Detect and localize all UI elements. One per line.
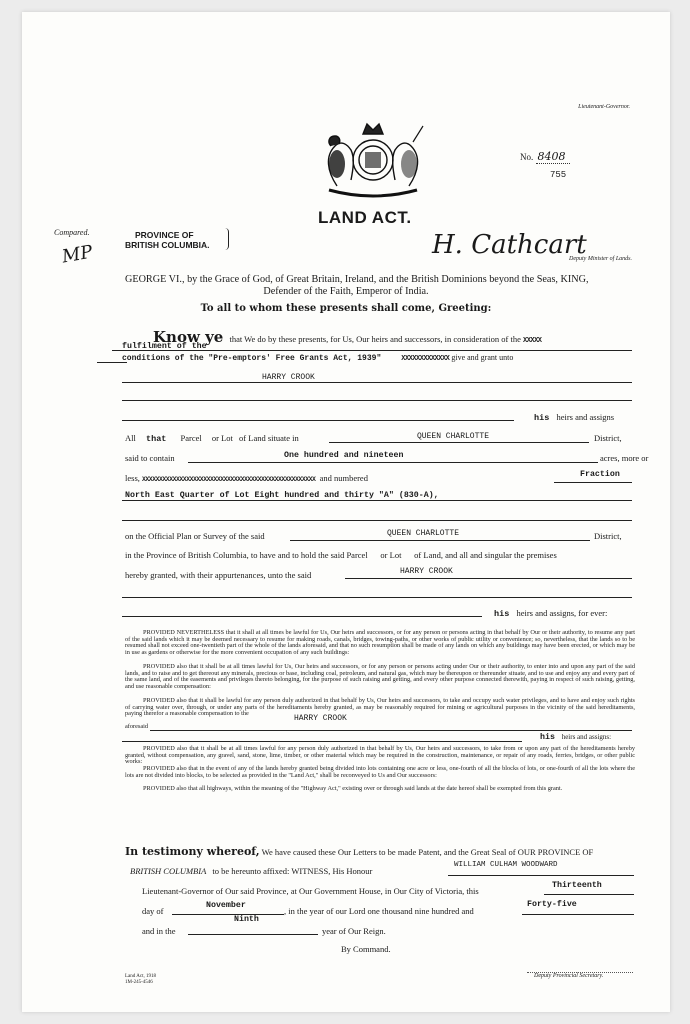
affixed-text: to be hereunto affixed: WITNESS, His Honour — [212, 866, 373, 876]
bc-text: BRITISH COLUMBIA — [130, 866, 207, 876]
grant-intro-line — [153, 328, 542, 346]
number-value: 8408 — [536, 150, 570, 164]
testimony-line-1 — [125, 845, 593, 858]
royal-crest-icon — [307, 116, 439, 204]
all-text: All — [125, 433, 136, 443]
heirs-forever-text: heirs and assigns, for ever: — [516, 608, 608, 618]
rule — [544, 894, 634, 895]
in-testimony: In testimony whereof, — [125, 845, 260, 858]
rule — [448, 875, 634, 876]
rule — [329, 442, 589, 443]
his-3: his — [540, 733, 555, 742]
heirs-line-1 — [534, 412, 614, 423]
heirs-forever-line — [494, 608, 607, 619]
proviso-2: PROVIDED also that it shall be at all times lawful for Us, Our heirs and successors, or for any person or persons acting under Our or their authority, to enter into and upon any part of the said lands, and to raise and to get thereout any minerals, precious or base, including coal, petroleum, and natural gas, which may be thereupon or thereunder situate, and to use and enjoy any and every part of the same land, and of the easements and privileges thereto belonging, for the purpose of such raising and getting, and every other purpose connected therewith, paying in respect of such raising, getting, and use reasonable compensation: — [125, 663, 635, 690]
heirs-assigns-3: heirs and assigns: — [561, 733, 612, 741]
document-title: LAND ACT. — [318, 208, 412, 227]
proviso-3: PROVIDED also that it shall be lawful for any person duly authorized in that behalf by Us, Our heirs and successors, to take and occupy such water privileges, and to have and enjoy such rights of carrying water over, through, or under any parts of the hereditaments hereby granted, as may be reasonably required for mining or agricultural purposes in the vicinity of the said hereditaments, paying therefor a reasonable compensation to the — [125, 697, 635, 718]
rule — [188, 934, 318, 935]
rule — [150, 730, 632, 731]
number-sub: 755 — [550, 170, 567, 180]
fulfilment-text: conditions of the "Pre-emptors' Free Grants Act, 1939" — [122, 354, 382, 363]
by-command: By Command. — [341, 944, 391, 954]
and-in-the-label: and in the — [142, 926, 176, 936]
rule — [122, 741, 522, 742]
form-number-1: Land Act, 1918 — [125, 974, 156, 979]
province-heading — [125, 230, 210, 250]
document-page — [22, 12, 670, 1012]
aforesaid-label: aforesaid — [125, 723, 149, 730]
lot-line-2: North East Quarter of Lot Eight hundred and thirty "A" (830-A), — [125, 491, 439, 500]
year-text: , in the year of our Lord one thousand nine hundred and — [284, 906, 474, 916]
official-plan-text: on the Official Plan or Survey of the said — [125, 531, 265, 541]
less-text: less, — [125, 473, 140, 483]
honour-name: WILLIAM CULHAM WOODWARD — [454, 861, 558, 869]
fulfilment-line-1: fulfilment of the — [122, 342, 207, 351]
struck-text-2: XXXXXXXXXXXXX — [401, 355, 450, 363]
hereby-granted-text: hereby granted, with their appurtenances, unto the said — [125, 570, 312, 580]
reign-value: Ninth — [234, 915, 259, 924]
lt-gov-line: Lieutenant-Governor of Our said Province, at Our Government House, in Our City of Victoria, this — [142, 886, 479, 896]
grantee-name: HARRY CROOK — [262, 373, 315, 382]
district-name-2: QUEEN CHARLOTTE — [387, 529, 460, 538]
deputy-secretary-label: Deputy Provincial Secretary. — [534, 973, 604, 979]
rule — [122, 400, 632, 401]
fulfilment-line-2 — [122, 353, 513, 363]
proviso-5: PROVIDED also that in the event of any of the lands hereby granted being divided into lots containing one acre or less, one-fourth of all the blocks of lots, or one-fourth of all the lots where the lots are not divided into blocks, to be selected as provided in the "Land Act," shall be reconveyed to Us and Our successors: — [125, 765, 635, 779]
preamble-line-2: Defender of the Faith, Emperor of India. — [263, 286, 429, 297]
rule — [554, 482, 632, 483]
deputy-minister-signature: H. Cathcart — [432, 230, 587, 260]
rule — [122, 420, 514, 421]
heirs-line-3 — [540, 733, 611, 742]
his-1: his — [534, 413, 550, 423]
testimony-line-2 — [130, 866, 372, 876]
or-lot-text: or Lot — [211, 433, 233, 443]
initials-signature: MP — [60, 241, 95, 268]
province-line-2: BRITISH COLUMBIA. — [125, 240, 210, 250]
his-2: his — [494, 609, 510, 619]
proviso-4: PROVIDED also that it shall be at all times lawful for any person duly authorized in that behalf by Us, Our heirs and successors, to take from or upon any part of the hereditaments hereby granted, without compensation, any gravel, sand, stone, lime, timber, or other material which may be required in the construction, maintenance, or repair of any roads, ferries, bridges, or other public works: — [125, 745, 635, 766]
rule — [522, 914, 634, 915]
rule — [122, 520, 632, 521]
year-value: Forty-five — [527, 900, 577, 909]
rule — [188, 462, 598, 463]
certificate-number-label — [520, 150, 570, 163]
that-text: that — [146, 434, 167, 444]
reign-label: year of Our Reign. — [322, 926, 386, 936]
said-to-contain: said to contain — [125, 453, 175, 463]
testimony-text-1: We have caused these Our Letters to be made Patent, and the Great Seal of OUR PROVINCE OF — [261, 847, 594, 857]
day-of-label: day of — [142, 906, 164, 916]
rule — [122, 597, 632, 598]
proviso-1: PROVIDED NEVERTHELESS that it shall at all times be lawful for Us, Our heirs and successors, or for any person or persons acting in that behalf by Our or their authority, to resume any part of the said lands which it may be deemed necessary to resume for making roads, canals, bridges, towing-paths, or other works of public utility or convenience; so, nevertheless, that the lands so to be resumed shall not exceed one-twentieth part of the whole of the lands aforesaid, and that no such resumption shall be made of any lands on which any buildings may have been erected, or which may be in use as gardens or otherwise for the more convenient occupation of any such buildings: — [125, 629, 635, 656]
province-line-1: PROVINCE OF — [135, 230, 194, 240]
lieutenant-governor-label: Lieutenant-Governor. — [578, 104, 630, 110]
district-label-1: District, — [594, 433, 622, 443]
lot-line-1: Fraction — [580, 470, 620, 479]
day-value: Thirteenth — [552, 881, 602, 890]
preamble-line-1: GEORGE VI., by the Grace of God, of Great Britain, Ireland, and the British Dominions beyond the Seas, KING, — [125, 274, 589, 285]
rule — [172, 914, 284, 915]
heirs-assigns-1: heirs and assigns — [556, 412, 615, 422]
district-name-1: QUEEN CHARLOTTE — [417, 432, 490, 441]
compared-label: Compared. — [54, 228, 90, 237]
number-label: No. — [520, 152, 534, 162]
and-numbered-text: and numbered — [319, 473, 368, 483]
know-ye: Know ye — [153, 328, 224, 346]
acres-value: One hundred and nineteen — [284, 451, 404, 460]
grant-intro: that We do by these presents, for Us, Our heirs and successors, in consideration of the — [229, 334, 521, 344]
rule — [290, 540, 590, 541]
district-label-2: District, — [594, 531, 622, 541]
parcel-line — [125, 433, 299, 444]
struck-text-3: XXXXXXXXXXXXXXXXXXXXXXXXXXXXXXXXXXXXXXXXXXXXXXXXXXX — [142, 476, 316, 483]
acres-label: acres, more or — [600, 453, 649, 463]
grantee-name-3: HARRY CROOK — [294, 714, 347, 723]
rule — [345, 578, 632, 579]
province-holding-line: in the Province of British Columbia, to have and to hold the said Parcel or Lot of Land, and all and singular the premises — [125, 550, 557, 560]
province-bracket — [225, 228, 229, 250]
form-number — [125, 974, 156, 986]
proviso-6: PROVIDED also that all highways, within the meaning of the "Highway Act," existing over or through said lands at the date hereof shall be exempted from this grant. — [143, 785, 563, 792]
grantee-name-2: HARRY CROOK — [400, 567, 453, 576]
rule — [122, 382, 632, 383]
month-value: November — [206, 901, 246, 910]
less-line — [125, 473, 368, 483]
give-grant-text: give and grant unto — [451, 353, 514, 362]
rule — [122, 500, 632, 501]
rule — [122, 616, 482, 617]
parcel-text: Parcel — [180, 433, 202, 443]
greeting: To all to whom these presents shall come, Greeting: — [200, 303, 492, 314]
struck-text-1: XXXXX — [523, 337, 542, 345]
land-situate-text: of Land situate in — [239, 433, 299, 443]
form-number-2: 1M-245-4546 — [125, 980, 153, 985]
deputy-minister-label: Deputy Minister of Lands. — [569, 256, 632, 262]
rule — [97, 362, 127, 363]
